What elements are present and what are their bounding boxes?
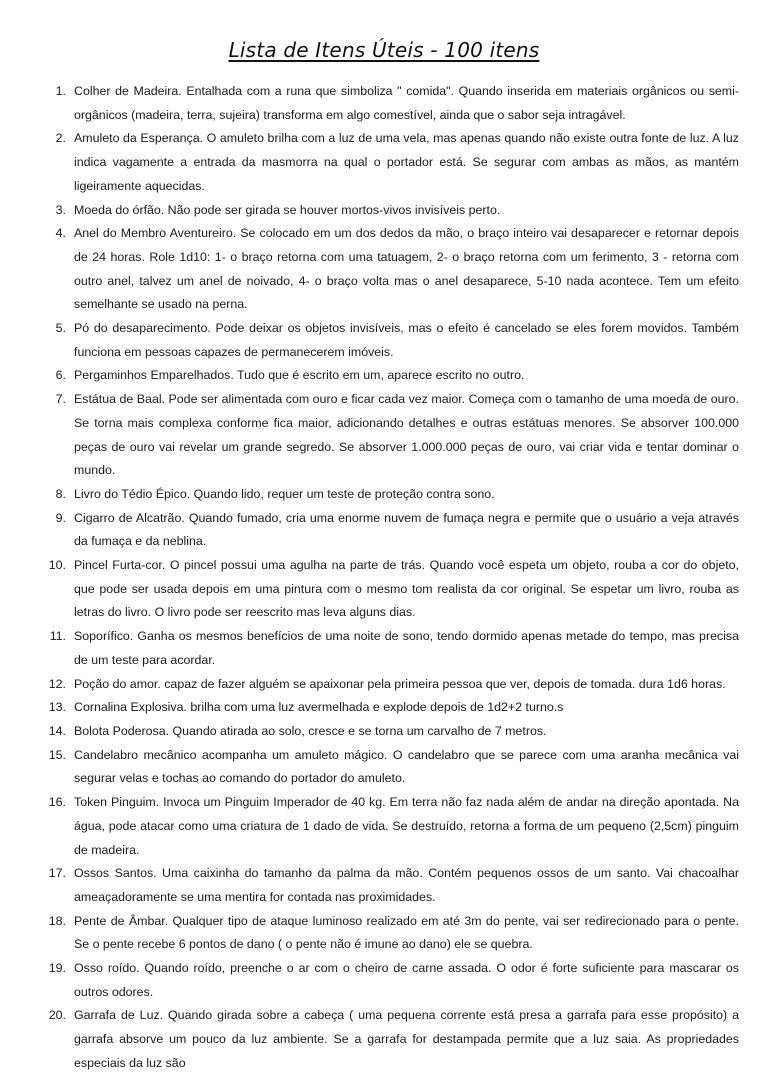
list-item: [34, 957, 739, 1004]
list-item-number: 7.: [55, 392, 66, 407]
list-item-text: Cornalina Explosiva. brilha com uma luz avermelhada e explode depois de 1d2+2 turno.s: [74, 700, 564, 715]
list-item: [34, 483, 739, 507]
list-item-number: 9.: [55, 510, 66, 525]
list-item-number: 10.: [48, 558, 66, 573]
list-item-number: 6.: [55, 368, 66, 383]
list-item-number: 5.: [55, 321, 66, 336]
list-item: [34, 127, 739, 198]
list-item: [34, 507, 739, 554]
list-item-text: Cigarro de Alcatrão. Quando fumado, cria uma enorme nuvem de fumaça negra e permite que o usuário a veja através da fumaça e da neblina.: [74, 510, 739, 549]
list-item-number: 11.: [49, 629, 66, 644]
list-item-text: Pincel Furta-cor. O pincel possui uma agulha na parte de trás. Quando você espeta um objeto, rouba a cor do objeto, que pode ser usada depois em uma pintura com o mesmo tom realista da cor original. Se espetar um livro, rouba as letras do livro. O livro pode ser reescrito mas leva alguns dias.: [74, 558, 739, 620]
list-item-number: 14.: [48, 723, 66, 738]
list-item: [34, 222, 739, 317]
list-item: [34, 791, 739, 862]
list-item: [34, 696, 739, 720]
list-item-number: 13.: [48, 700, 66, 715]
list-item-text: Livro do Tédio Épico. Quando lido, requer um teste de proteção contra sono.: [74, 486, 495, 501]
list-item-number: 1.: [55, 84, 66, 98]
list-item-number: 15.: [48, 747, 66, 762]
list-item: [34, 1004, 739, 1075]
list-item-number: 2.: [55, 131, 66, 146]
list-item-number: 8.: [55, 486, 66, 501]
document-title: Lista de Itens Úteis - 100 itens: [228, 38, 540, 62]
list-item: [34, 364, 739, 388]
list-item-text: Token Pinguim. Invoca um Pinguim Imperador de 40 kg. Em terra não faz nada além de andar na direção apontada. Na água, pode atacar como uma criatura de 1 dado de vida. Se destruído, retorna a forma de um pequeno (2,5cm) pinguim de madeira.: [74, 795, 739, 857]
list-item-text: Pó do desaparecimento. Pode deixar os objetos invisíveis, mas o efeito é cancelado se eles forem movidos. Também funciona em pessoas capazes de permanecerem imóveis.: [74, 321, 739, 359]
list-item-number: 16.: [48, 795, 66, 810]
list-item: [34, 720, 739, 744]
list-item-number: 12.: [48, 676, 66, 691]
list-item: [34, 673, 739, 697]
list-item-number: 19.: [48, 961, 66, 976]
list-item-number: 18.: [48, 913, 66, 928]
list-item-text: Soporífico. Ganha os mesmos benefícios de uma noite de sono, tendo dormido apenas metade do tempo, mas precisa de um teste para acordar.: [74, 629, 739, 667]
item-list: [34, 80, 739, 1076]
list-item: [34, 80, 739, 127]
list-item: [34, 862, 739, 909]
list-item-number: 20.: [48, 1008, 66, 1023]
list-item-text: Ossos Santos. Uma caixinha do tamanho da palma da mão. Contém pequenos ossos de um santo. Vai chacoalhar ameaçadoramente se uma mentira for contada nas proximidades.: [74, 866, 739, 904]
list-item-text: Anel do Membro Aventureiro. Se colocado em um dos dedos da mão, o braço inteiro vai desaparecer e retornar depois de 24 horas. Role 1d10: 1- o braço retorna com uma tatuagem, 2- o braço retorna com um ferimento, 3 - retorna com outro anel, talvez um anel de noivado, 4- o braço volta mas o anel desaparece, 5-10 nada acontece. Tem um efeito semelhante se usado na perna.: [74, 226, 739, 312]
list-item-text: Pergaminhos Emparelhados. Tudo que é escrito em um, aparece escrito no outro.: [74, 368, 525, 383]
list-item-text: Poção do amor. capaz de fazer alguém se apaixonar pela primeira pessoa que ver, depois de tomada. dura 1d6 horas.: [74, 676, 726, 691]
list-item-number: 17.: [48, 866, 66, 881]
list-item-text: Colher de Madeira. Entalhada com a runa que simboliza " comida". Quando inserida em materiais orgânicos ou semi-orgânicos (madeira, terra, sujeira) transforma em algo comestível, ainda que o sabor seja intragável.: [74, 84, 739, 122]
list-item-number: 3.: [55, 202, 66, 217]
list-item-number: 4.: [55, 226, 66, 241]
list-item: [34, 199, 739, 223]
list-item-text: Garrafa de Luz. Quando girada sobre a cabeça ( uma pequena corrente está presa a garrafa para esse propósito) a garrafa absorve um pouco da luz ambiente. Se a garrafa for destampada permite que a luz saia. As propriedades especiais da luz são: [74, 1008, 739, 1070]
list-item: [34, 317, 739, 364]
list-item-text: Moeda do órfão. Não pode ser girada se houver mortos-vivos invisíveis perto.: [74, 202, 501, 217]
list-item: [34, 388, 739, 483]
list-item-text: Bolota Poderosa. Quando atirada ao solo, cresce e se torna um carvalho de 7 metros.: [74, 723, 547, 738]
list-item: [34, 744, 739, 791]
list-item-text: Candelabro mecânico acompanha um amuleto mágico. O candelabro que se parece com uma aranha mecânica vai segurar velas e tochas ao comando do portador do amuleto.: [74, 747, 739, 786]
list-item-text: Estátua de Baal. Pode ser alimentada com ouro e ficar cada vez maior. Começa com o tamanho de uma moeda de ouro. Se torna mais complexa conforme fica maior, adicionando detalhes e outras estátuas menores. Se absorver 100.000 peças de ouro vai revelar um grande segredo. Se absorver 1.000.000 peças de ouro, vai criar vida e tentar dominar o mundo.: [74, 392, 739, 478]
list-item: [34, 625, 739, 672]
list-item: [34, 910, 739, 957]
list-item: [34, 554, 739, 625]
list-item-text: Pente de Âmbar. Qualquer tipo de ataque luminoso realizado em até 3m do pente, vai ser redirecionado para o pente. Se o pente recebe 6 pontos de dano ( o pente não é imune ao dano) ele se quebra.: [74, 913, 739, 952]
list-item-text: Amuleto da Esperança. O amuleto brilha com a luz de uma vela, mas apenas quando não existe outra fonte de luz. A luz indica vagamente a entrada da masmorra na qual o portador está. Se segurar com ambas as mãos, as mantém ligeiramente aquecidas.: [74, 131, 739, 193]
list-item-text: Osso roído. Quando roído, preenche o ar com o cheiro de carne assada. O odor é forte suficiente para mascarar os outros odores.: [74, 961, 739, 999]
